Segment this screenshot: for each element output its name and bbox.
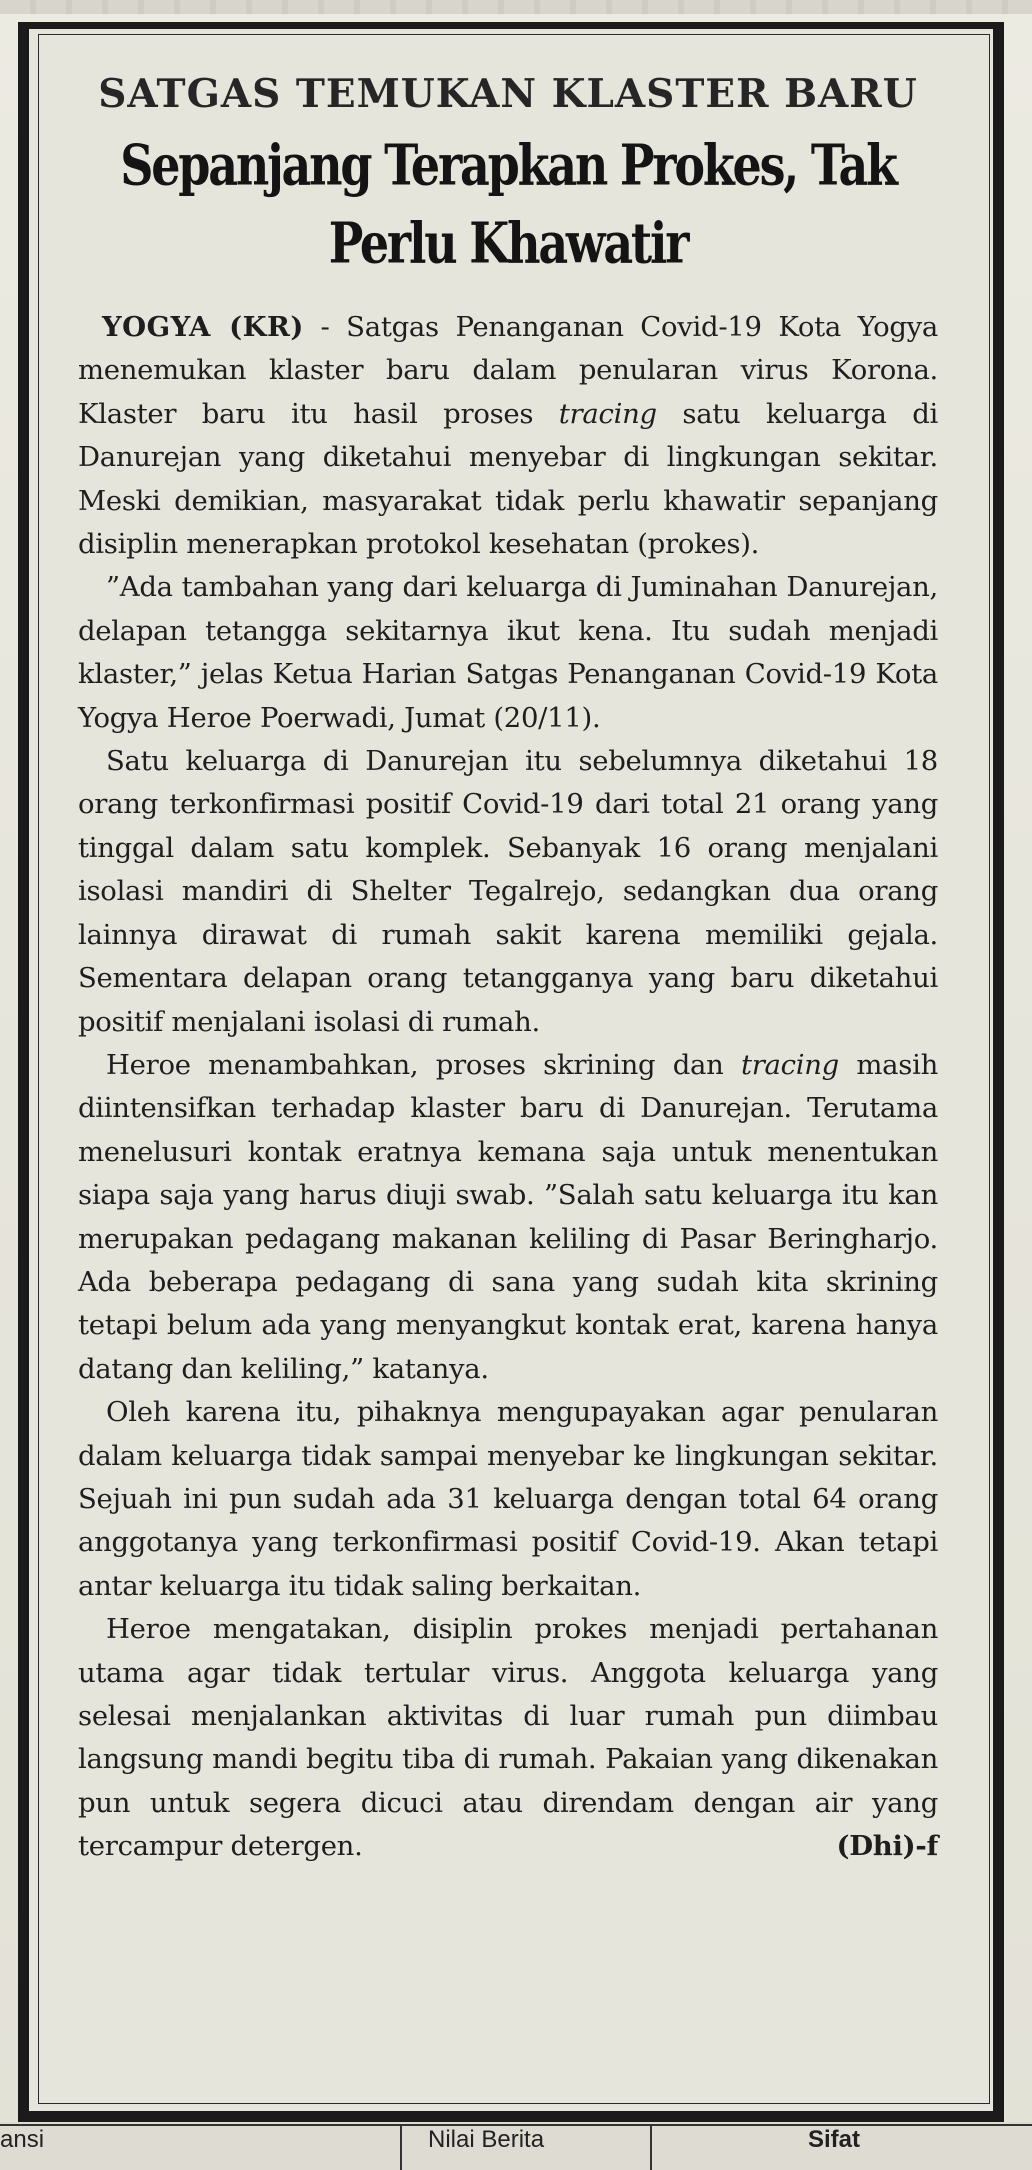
paragraph-4-start: Heroe menambahkan, proses skrining dan xyxy=(106,1048,741,1081)
paragraph-4-end: masih diintensifkan terhadap klaster baru di Danurejan. Terutama menelusuri kontak eratnya kemana saja untuk menentukan siapa saja yang harus diuji swab. ”Salah satu keluarga itu kan merupakan pedagang makanan keliling di Pasar Beringharjo. Ada beberapa pedagang di sana yang sudah kita skrining tetapi belum ada yang menyangkut kontak erat, karena hanya datang dan keliling,” katanya. xyxy=(78,1048,938,1385)
author-credit: (Dhi)-f xyxy=(836,1830,938,1863)
paragraph-5: Oleh karena itu, pihaknya mengupayakan agar penularan dalam keluarga tidak sampai menyebar ke lingkungan sekitar. Sejuah ini pun sudah ada 31 keluarga dengan total 64 orang anggotanya yang terkonfirmasi positif Covid-19. Akan tetapi antar keluarga itu tidak saling berkaitan. xyxy=(78,1396,938,1602)
paragraph-4-italic: tracing xyxy=(740,1048,839,1081)
footer-middle-label: Nilai Berita xyxy=(428,2126,545,2153)
article-body xyxy=(78,306,938,1869)
paragraph-3: Satu keluarga di Danurejan itu sebelumnya diketahui 18 orang terkonfirmasi positif Covid-19 dari total 21 orang yang tinggal dalam satu komplek. Sebanyak 16 orang menjalani isolasi mandiri di Shelter Tegalrejo, sedangkan dua orang lainnya dirawat di rumah sakit karena memiliki gejala. Sementara delapan orang tetangganya yang baru diketahui positif menjalani isolasi di rumah. xyxy=(78,745,938,1038)
italic-term: tracing xyxy=(558,397,657,430)
paragraph-1 xyxy=(78,306,938,566)
paragraph-4 xyxy=(78,1044,938,1391)
news-article xyxy=(78,70,938,1869)
article-headline: Sepanjang Terapkan Prokes, Tak Perlu Khawatir xyxy=(120,132,896,277)
paragraph-1-text: - Satgas Penanganan Covid-19 Kota Yogya menemukan klaster baru dalam penularan virus Korona. Klaster baru itu hasil proses tracing satu keluarga di Danurejan yang diketahui menyebar di lingkungan sekitar. Meski demikian, masyarakat tidak perlu khawatir sepanjang disiplin menerapkan protokol kesehatan (prokes). xyxy=(78,311,939,561)
footer-right-label: Sifat xyxy=(808,2126,861,2153)
article-kicker: SATGAS TEMUKAN KLASTER BARU xyxy=(98,71,918,117)
paragraph-6-text: Heroe mengatakan, disiplin prokes menjadi pertahanan utama agar tidak tertular virus. Anggota keluarga yang selesai menjalankan aktivitas di luar rumah pun diimbau langsung mandi begitu tiba di rumah. Pakaian yang dikenakan pun untuk segera dicuci atau direndam dengan air yang tercampur detergen. xyxy=(78,1613,938,1863)
footer-divider-right xyxy=(650,2124,652,2170)
footer-divider-left xyxy=(400,2124,402,2170)
dateline: YOGYA (KR) xyxy=(102,311,304,343)
adjacent-article-edge xyxy=(0,0,1032,14)
paragraph-2: ”Ada tambahan yang dari keluarga di Juminahan Danurejan, delapan tetangga sekitarnya ikut kena. Itu sudah menjadi klaster,” jelas Ketua Harian Satgas Penanganan Covid-19 Kota Yogya Heroe Poerwadi, Jumat (20/11). xyxy=(78,571,938,734)
footer-left-label: ansi xyxy=(0,2126,45,2153)
paragraph-6 xyxy=(78,1608,938,1868)
